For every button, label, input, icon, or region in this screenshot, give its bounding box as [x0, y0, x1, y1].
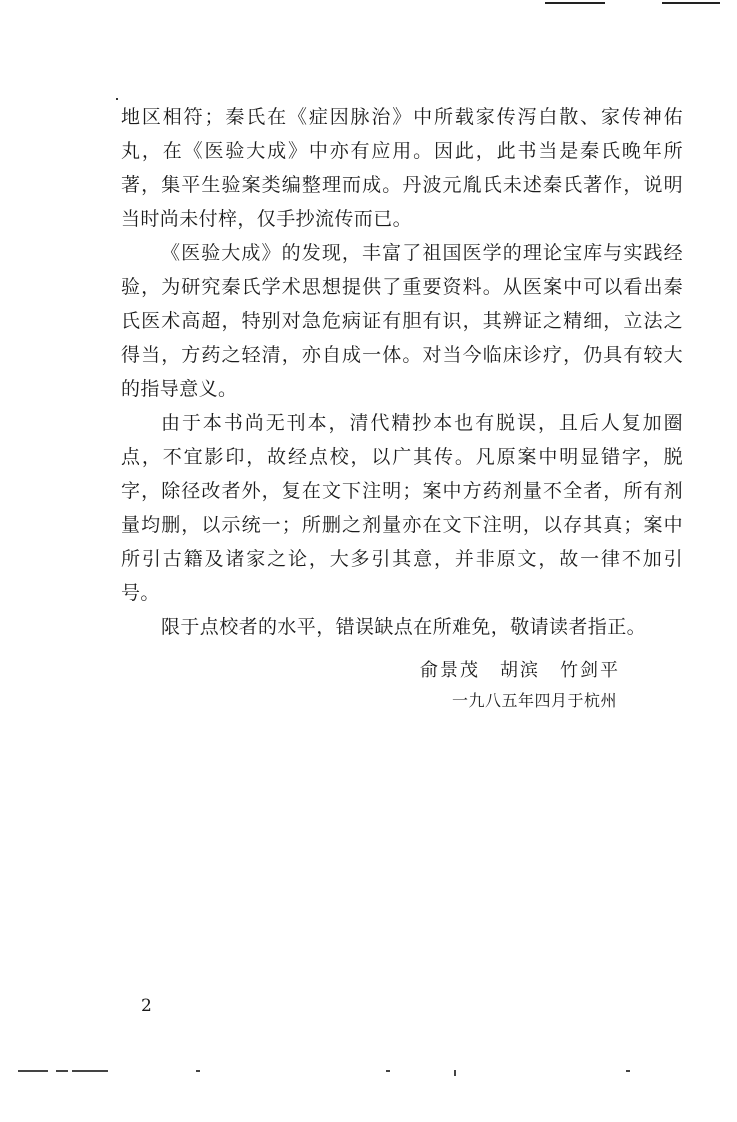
page-number: 2	[141, 996, 152, 1016]
top-rule-right	[662, 2, 720, 4]
paragraph-2: 《医验大成》的发现，丰富了祖国医学的理论宝库与实践经验，为研究秦氏学术思想提供了重要资料。从医案中可以看出秦氏医术高超，特别对急危病证有胆有识，其辨证之精细，立法之得当，方药之轻清，亦自成一体。对当今临床诊疗，仍具有较大的指导意义。	[121, 242, 683, 400]
author-signature: 俞景茂 胡滨 竹剑平	[420, 660, 620, 681]
top-rule-left	[545, 2, 605, 4]
paragraph-1: 地区相符；秦氏在《症因脉治》中所载家传泻白散、家传神佑丸，在《医验大成》中亦有应用。因此，此书当是秦氏晚年所著，集平生验案类编整理而成。丹波元胤氏未述秦氏著作，说明当时尚未付梓，仅手抄流传而已。	[121, 106, 683, 230]
scan-speck	[116, 98, 118, 100]
date-location: 一九八五年四月于杭州	[452, 691, 618, 710]
scan-bottom-artifacts	[0, 1070, 737, 1076]
body-text	[121, 100, 683, 644]
paragraph-3: 由于本书尚无刊本，清代精抄本也有脱误，且后人复加圈点，不宜影印，故经点校，以广其传。凡原案中明显错字，脱字，除径改者外，复在文下注明；案中方药剂量不全者，所有剂量均删，以示统一；所删之剂量亦在文下注明，以存其真；案中所引古籍及诸家之论，大多引其意，并非原文，故一律不加引号。	[121, 412, 683, 604]
paragraph-4: 限于点校者的水平，错误缺点在所难免，敬请读者指正。	[161, 616, 647, 638]
